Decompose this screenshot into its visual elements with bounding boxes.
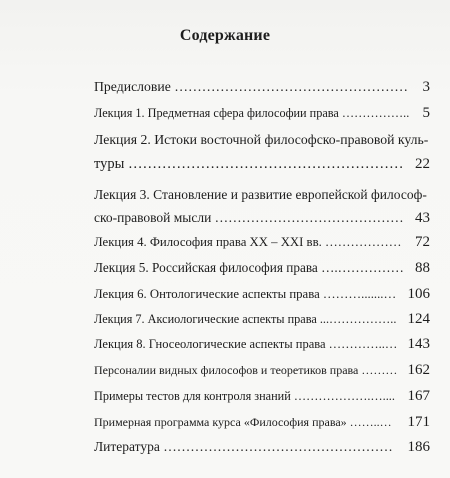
toc-page-number: 171: [407, 414, 430, 430]
toc-entry-lecture-3-cont: [94, 208, 430, 228]
toc-entry-lecture-7: [94, 309, 430, 329]
toc-entry-text: Лекция 4. Философия права XX – XXI вв. ………………: [94, 235, 402, 249]
toc-page-number: 162: [407, 362, 430, 378]
toc-entry-text: туры …………………………………………………: [94, 156, 404, 172]
toc-page-number: 106: [407, 286, 430, 302]
toc-page-number: 72: [415, 234, 430, 250]
toc-entry-tests: [94, 386, 430, 406]
toc-entry-lecture-4: [94, 232, 430, 252]
toc-page-number: 5: [422, 105, 430, 121]
toc-page-number: 167: [407, 388, 430, 404]
toc-page-number: 124: [407, 311, 430, 327]
toc-entry-text: Лекция 5. Российская философия права ….……………: [94, 260, 404, 275]
toc-entry-text: Лекция 6. Онтологические аспекты права ……….......…: [94, 287, 397, 301]
toc-entry-text: Примерная программа курса «Философия права» ……..…: [94, 415, 392, 429]
toc-entry-preface: [94, 77, 430, 97]
toc-page-number: 186: [407, 439, 430, 455]
toc-entry-text: Лекция 7. Аксиологические аспекты права ...……………..: [94, 312, 397, 326]
toc-entry-lecture-6: [94, 284, 430, 304]
toc-entry-lecture-8: [94, 334, 430, 354]
toc-page-number: 43: [415, 210, 430, 226]
toc-entry-literature: [94, 437, 430, 457]
toc-entry-lecture-3: [94, 185, 430, 205]
toc-entry-lecture-1: [94, 103, 430, 123]
toc-page-number: 22: [415, 156, 430, 172]
toc-page-number: 3: [422, 79, 430, 95]
toc-entry-text: Литература ……………………………………………: [94, 439, 393, 454]
toc-entry-lecture-2-cont: [94, 154, 430, 174]
toc-entry-personalities: [94, 360, 430, 380]
toc-entry-text: Лекция 1. Предметная сфера философии права ……………..: [94, 106, 410, 120]
page-title: Содержание: [179, 27, 271, 44]
toc-entry-lecture-2: [94, 130, 430, 150]
toc-page-number: 143: [407, 336, 430, 352]
toc-entry-text: Лекция 8. Гносеологические аспекты права …………..…: [94, 337, 398, 351]
toc-entry-program: [94, 412, 430, 432]
toc-entry-lecture-5: [94, 258, 430, 278]
toc-entry-text: Предисловие ……………………………………………: [94, 79, 409, 94]
toc-entry-text: Примеры тестов для контроля знаний ……………….…....: [94, 389, 395, 403]
toc-page-number: 88: [415, 260, 430, 276]
toc-entry-text: ско-правовой мысли ……………………………………: [94, 210, 404, 225]
toc-entry-text: Лекция 3. Становление и развитие европейской философ-: [94, 187, 427, 202]
toc-entry-text: Лекция 2. Истоки восточной философско-правовой куль-: [94, 132, 429, 147]
toc-entry-text: Персоналии видных философов и теоретиков права ………: [94, 363, 398, 377]
